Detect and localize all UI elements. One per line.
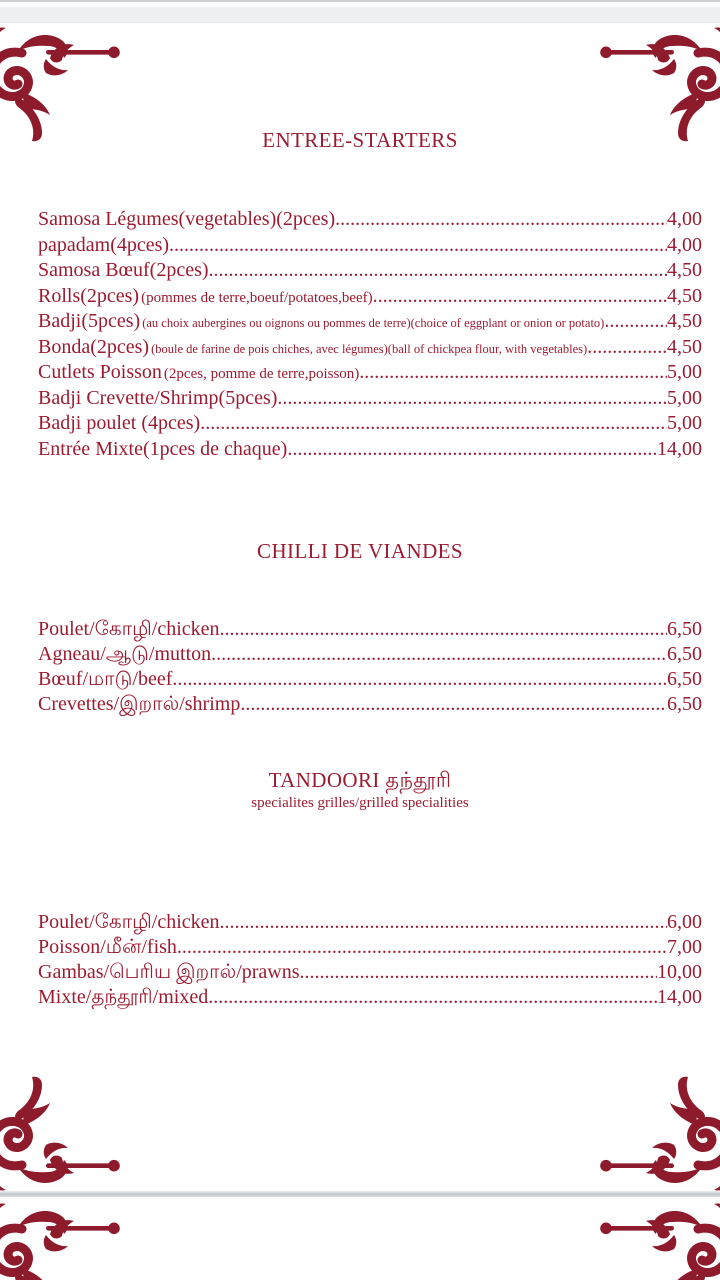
section-title: TANDOORI தந்தூரி	[268, 768, 452, 792]
dotted-leader	[169, 234, 667, 257]
menu-item-row	[38, 961, 702, 986]
menu-item-name: Badji Crevette/Shrimp(5pces)	[38, 386, 278, 409]
menu-item-price: 4,50	[667, 284, 702, 307]
page-separator	[0, 1191, 720, 1197]
flourish-top-right-icon	[582, 27, 720, 142]
menu-item-row	[38, 986, 702, 1011]
menu-item-price: 6,00	[667, 911, 702, 933]
dotted-leader	[208, 986, 657, 1009]
menu-section	[0, 129, 720, 463]
menu-section	[0, 769, 720, 1011]
menu-item-name: Mixte/தந்தூரி/mixed	[38, 986, 209, 1008]
dotted-leader	[240, 693, 667, 716]
menu-item-price: 6,50	[667, 693, 702, 715]
dotted-leader	[587, 336, 667, 359]
section-items	[0, 911, 720, 1011]
dotted-leader	[211, 643, 667, 666]
menu-item-price: 14,00	[657, 437, 702, 460]
dotted-leader	[335, 208, 667, 231]
menu-item-name: Poulet/கோழி/chicken	[38, 911, 220, 933]
menu-item-name: Bonda(2pces)	[38, 335, 150, 358]
dotted-leader	[277, 387, 667, 410]
menu-item-row	[38, 618, 702, 643]
menu-item-row	[38, 911, 702, 936]
menu-item-price: 6,50	[667, 618, 702, 640]
menu-item-row	[38, 336, 702, 362]
menu-item-price: 6,50	[667, 668, 702, 690]
menu-item-row	[38, 208, 702, 234]
menu-item-row	[38, 259, 702, 285]
section-items	[0, 618, 720, 718]
menu-item-name: Badji poulet (4pces)	[38, 412, 201, 434]
menu-item-note: (pommes de terre,boeuf/potatoes,beef)	[141, 289, 373, 306]
menu-section	[0, 540, 720, 718]
menu-item-row	[38, 936, 702, 961]
section-items	[0, 208, 720, 463]
dotted-leader	[300, 961, 657, 984]
dotted-leader	[220, 618, 667, 641]
menu-item-row	[38, 310, 702, 336]
menu-item-name: Samosa Légumes(vegetables)(2pces)	[38, 208, 336, 230]
menu-item-price: 14,00	[657, 986, 702, 1008]
menu-item-name: Rolls(2pces)	[38, 284, 140, 307]
menu-item-name: Bœuf/மாடு/beef	[38, 668, 173, 690]
menu-item-name: Samosa Bœuf(2pces)	[38, 259, 209, 281]
menu-item-note: (au choix aubergines ou oignons ou pommes de terre)(choice of eggplant or onion or potato)	[142, 316, 605, 330]
menu-item-price: 5,00	[667, 361, 702, 383]
menu-item-name: Entrée Mixte(1pces de chaque)	[38, 437, 288, 460]
section-title: CHILLI DE VIANDES	[257, 539, 463, 563]
dotted-leader	[200, 412, 667, 435]
menu-item-row	[38, 668, 702, 693]
menu-item-name: Gambas/பெரிய இறால்/prawns	[38, 961, 300, 983]
menu-item-price: 4,50	[667, 335, 702, 358]
menu-item-price: 6,50	[667, 643, 702, 665]
viewer-top-band	[0, 7, 720, 23]
menu-item-name: Agneau/ஆடு/mutton	[38, 643, 212, 665]
dotted-leader	[604, 310, 667, 333]
menu-item-row	[38, 361, 702, 387]
menu-item-name: Poisson/மீன்/fish	[38, 936, 177, 958]
menu-item-row	[38, 285, 702, 311]
dotted-leader	[359, 361, 667, 384]
menu-item-row	[38, 234, 702, 260]
menu-item-price: 10,00	[657, 961, 702, 983]
menu-item-price: 4,00	[667, 208, 702, 230]
menu-item-name: Cutlets Poisson	[38, 361, 162, 383]
menu-item-price: 5,00	[667, 386, 702, 409]
dotted-leader	[220, 911, 667, 934]
flourish-page2-top-left-icon	[0, 1203, 138, 1280]
menu-item-name: Badji(5pces)	[38, 310, 141, 332]
menu-item-price: 4,50	[667, 259, 702, 281]
menu-item-price: 5,00	[667, 412, 702, 434]
flourish-page2-top-right-icon	[582, 1203, 720, 1280]
menu-item-note: (2pces, pomme de terre,poisson)	[163, 366, 360, 382]
menu-item-price: 4,00	[667, 233, 702, 256]
dotted-leader	[177, 936, 667, 959]
menu-item-row	[38, 412, 702, 438]
flourish-bottom-left-icon	[0, 1076, 138, 1191]
dotted-leader	[287, 438, 657, 461]
section-title: ENTREE-STARTERS	[262, 128, 458, 152]
menu-item-row	[38, 643, 702, 668]
menu-item-row	[38, 693, 702, 718]
menu-item-name: Poulet/கோழி/chicken	[38, 618, 220, 640]
menu-item-price: 7,00	[667, 936, 702, 958]
menu-item-row	[38, 438, 702, 464]
menu-item-note: (boule de farine de pois chiches, avec légumes)(ball of chickpea flour, with vegetables)	[151, 341, 588, 356]
dotted-leader	[373, 285, 667, 308]
flourish-bottom-right-icon	[582, 1076, 720, 1191]
dotted-leader	[172, 668, 667, 691]
dotted-leader	[209, 259, 667, 282]
menu-item-name: papadam(4pces)	[38, 233, 170, 256]
section-subtitle: specialites grilles/grilled specialities	[251, 795, 469, 811]
flourish-top-left-icon	[0, 27, 138, 142]
menu-item-row	[38, 387, 702, 413]
menu-item-price: 4,50	[667, 310, 702, 332]
menu-item-name: Crevettes/இறால்/shrimp	[38, 693, 241, 715]
